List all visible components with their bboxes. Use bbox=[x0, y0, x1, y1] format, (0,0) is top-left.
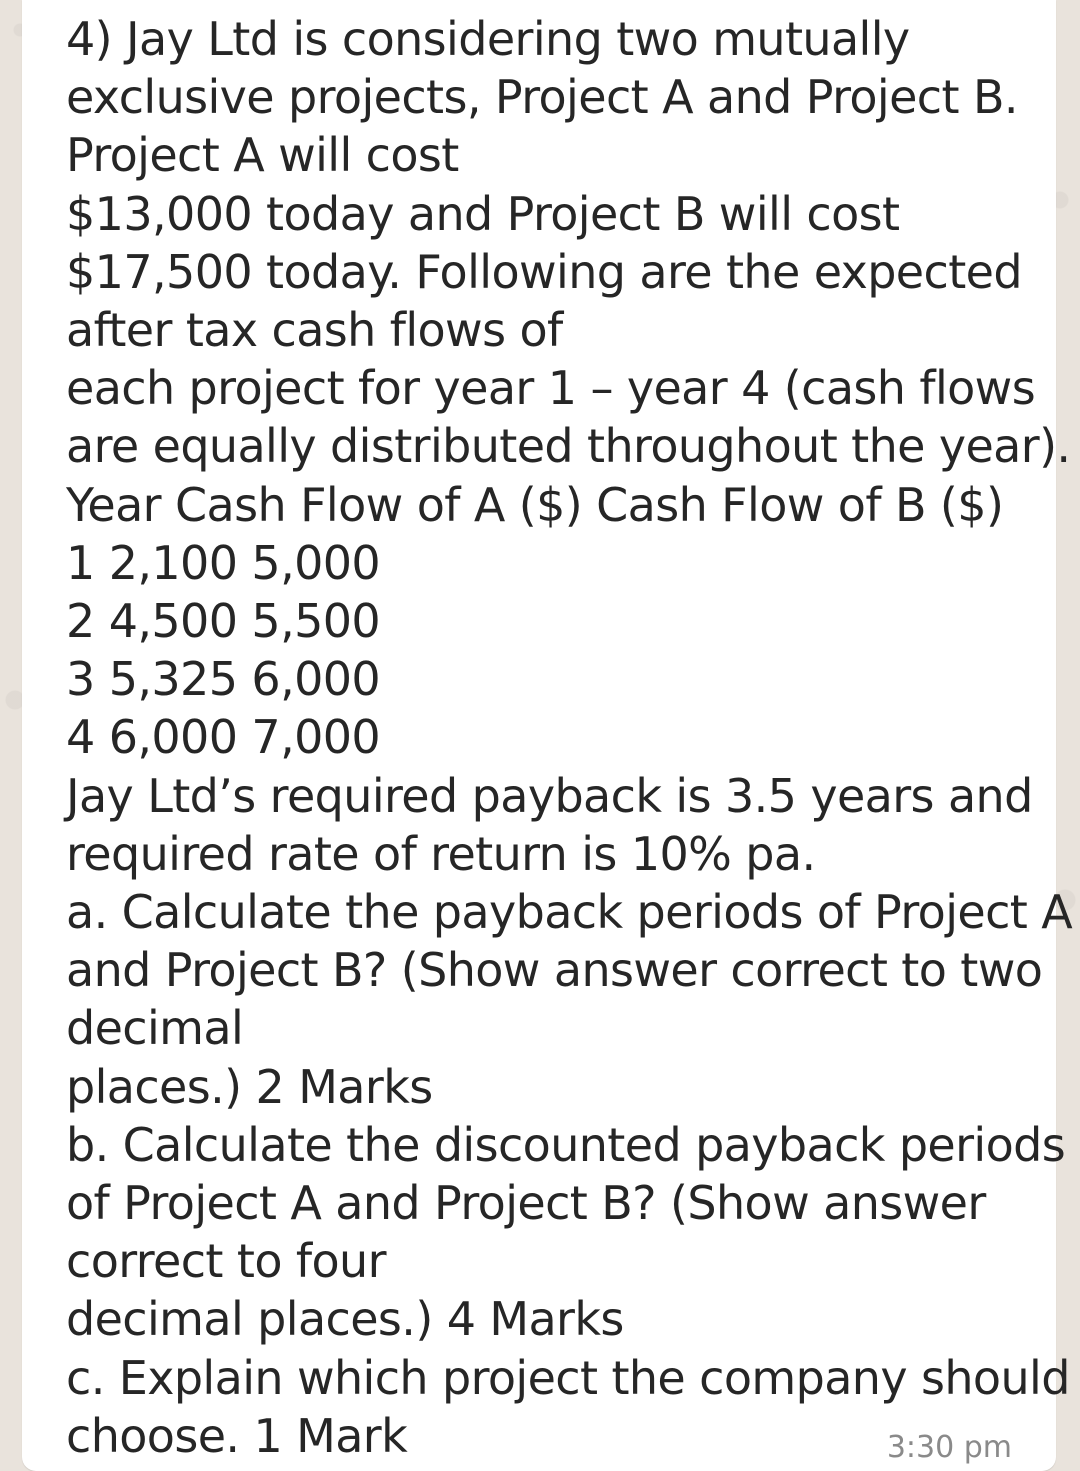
message-line: a. Calculate the payback periods of Project A bbox=[66, 885, 1073, 940]
message-line: $17,500 today. Following are the expected bbox=[66, 244, 1022, 299]
message-line: exclusive projects, Project A and Project B. bbox=[66, 70, 1018, 125]
message-line: decimal places.) 4 Marks bbox=[66, 1292, 624, 1347]
message-line: Project A will cost bbox=[66, 128, 459, 183]
message-line: b. Calculate the discounted payback periods bbox=[66, 1117, 1066, 1172]
message-line: 1 2,100 5,000 bbox=[66, 535, 381, 590]
message-line: are equally distributed throughout the year). bbox=[66, 419, 1071, 474]
message-line: after tax cash flows of bbox=[66, 303, 563, 358]
message-line: c. Explain which project the company should bbox=[66, 1350, 1070, 1405]
message-line: decimal bbox=[66, 1001, 244, 1056]
message-line: Jay Ltd’s required payback is 3.5 years and bbox=[66, 768, 1033, 823]
message-timestamp: 3:30 pm bbox=[886, 1430, 1012, 1465]
message-line: places.) 2 Marks bbox=[66, 1059, 433, 1114]
message-text bbox=[66, 10, 1073, 1465]
message-line: 2 4,500 5,500 bbox=[66, 594, 381, 649]
message-line: Year Cash Flow of A ($) Cash Flow of B ($) bbox=[66, 477, 1004, 532]
message-line: and Project B? (Show answer correct to two bbox=[66, 943, 1043, 998]
message-line: required rate of return is 10% pa. bbox=[66, 826, 816, 881]
message-line: each project for year 1 – year 4 (cash flows bbox=[66, 361, 1036, 416]
message-line: correct to four bbox=[66, 1234, 386, 1289]
message-line: choose. 1 Mark bbox=[66, 1408, 408, 1463]
message-line: $13,000 today and Project B will cost bbox=[66, 186, 900, 241]
message-bubble[interactable] bbox=[22, 0, 1073, 1471]
message-line: 4 6,000 7,000 bbox=[66, 710, 381, 765]
message-line: of Project A and Project B? (Show answer bbox=[66, 1176, 986, 1231]
message-line: 3 5,325 6,000 bbox=[66, 652, 381, 707]
message-line: 4) Jay Ltd is considering two mutually bbox=[66, 12, 910, 66]
